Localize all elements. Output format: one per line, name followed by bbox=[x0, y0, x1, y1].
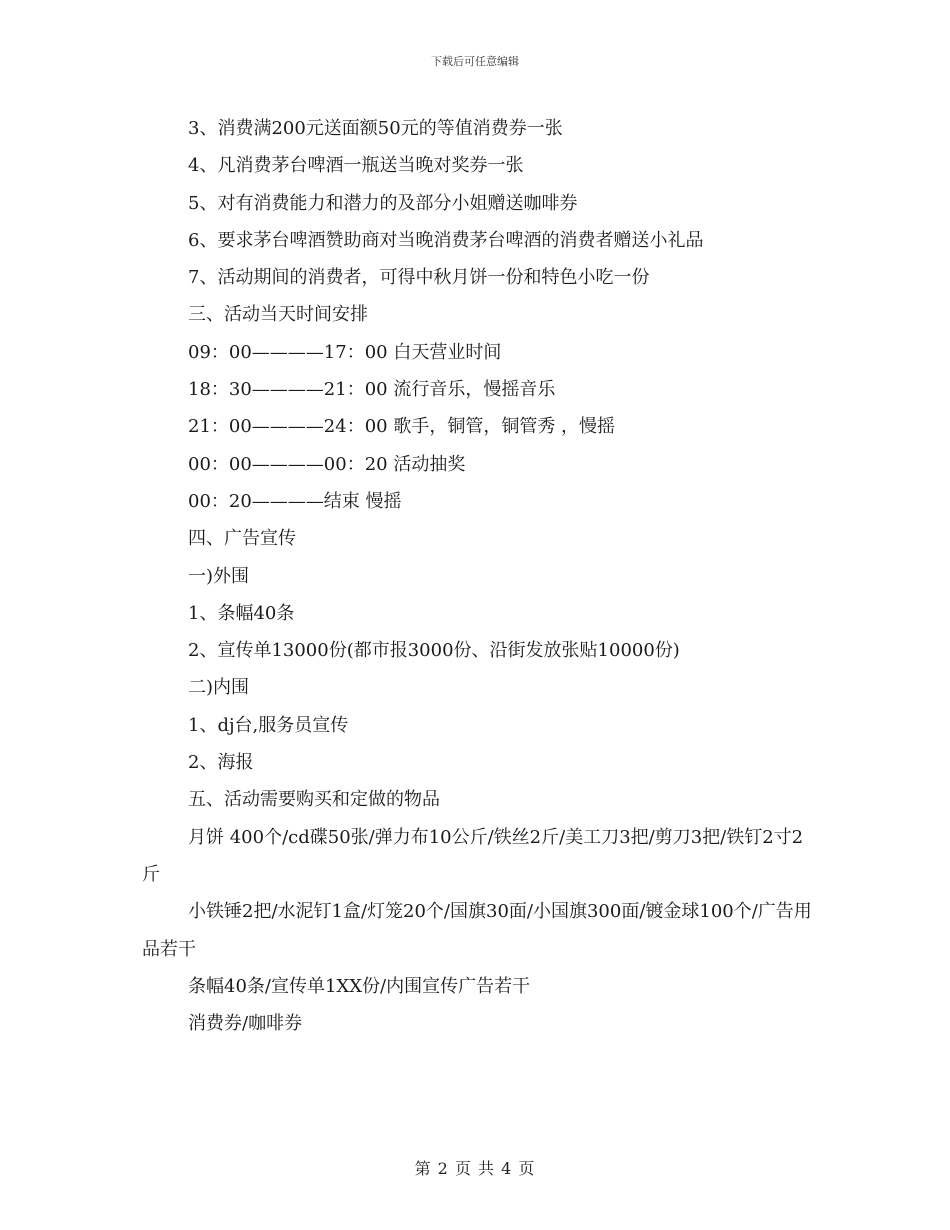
page-header: 下载后可任意编辑 bbox=[431, 55, 519, 68]
schedule-line: 00：00————00：20 活动抽奖 bbox=[188, 453, 466, 475]
item-paragraph: 月饼 400个/cd碟50张/弹力布10公斤/铁丝2斤/美工刀3把/剪刀3把/铁钉2寸2斤 bbox=[142, 826, 804, 885]
page-number-footer: 第 2 页 共 4 页 bbox=[414, 1159, 536, 1178]
text-line: 5、对有消费能力和潜力的及部分小姐赠送咖啡券 bbox=[188, 192, 578, 214]
schedule-line: 18：30————21：00 流行音乐，慢摇音乐 bbox=[188, 379, 556, 401]
text-line: 7、活动期间的消费者，可得中秋月饼一份和特色小吃一份 bbox=[188, 267, 650, 289]
schedule-line: 09：00————17：00 白天营业时间 bbox=[188, 341, 502, 363]
text-line: 3、消费满200元送面额50元的等值消费券一张 bbox=[188, 118, 563, 139]
item-paragraph: 消费券/咖啡券 bbox=[188, 1013, 303, 1035]
document-body bbox=[142, 110, 812, 1042]
subsection-heading: 一)外围 bbox=[188, 565, 250, 587]
text-line: 6、要求茅台啤酒赞助商对当晚消费茅台啤酒的消费者赠送小礼品 bbox=[188, 229, 704, 251]
item-paragraph: 条幅40条/宣传单1XX份/内围宣传广告若干 bbox=[188, 975, 531, 997]
item-paragraph: 小铁锤2把/水泥钉1盒/灯笼20个/国旗30面/小国旗300面/镀金球100个/广告用品若干 bbox=[142, 901, 812, 960]
text-line: 1、dj台,服务员宣传 bbox=[188, 714, 349, 736]
schedule-line: 00：20————结束 慢摇 bbox=[188, 490, 402, 512]
subsection-heading: 二)内围 bbox=[188, 677, 250, 699]
text-line: 4、凡消费茅台啤酒一瓶送当晚对奖券一张 bbox=[188, 155, 524, 177]
text-line: 2、宣传单13000份(都市报3000份、沿街发放张贴10000份) bbox=[188, 640, 680, 662]
text-line: 1、条幅40条 bbox=[188, 602, 295, 624]
schedule-line: 21：00————24：00 歌手，铜管，铜管秀 ，慢摇 bbox=[188, 416, 616, 438]
section-heading: 四、广告宣传 bbox=[188, 528, 296, 550]
text-line: 2、海报 bbox=[188, 752, 254, 774]
section-heading: 三、活动当天时间安排 bbox=[188, 304, 368, 326]
section-heading: 五、活动需要购买和定做的物品 bbox=[188, 789, 440, 811]
